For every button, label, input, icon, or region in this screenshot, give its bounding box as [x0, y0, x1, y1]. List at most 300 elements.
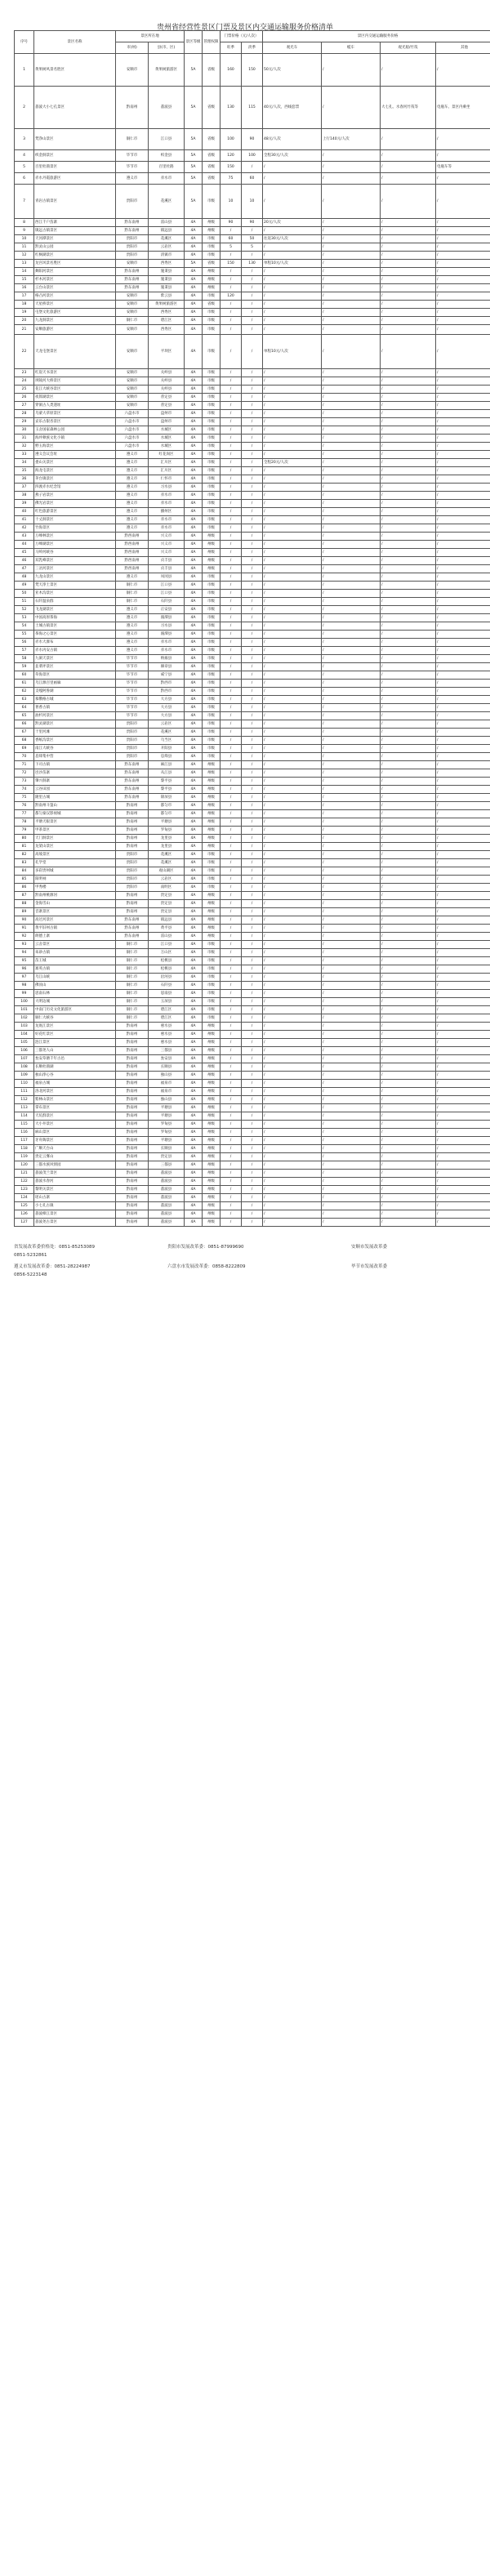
row-peak-price: / [220, 761, 242, 769]
row-peak-price: / [220, 1178, 242, 1186]
row-seq: 2 [15, 87, 34, 129]
row-city: 黔南州 [116, 835, 149, 843]
row-auth: 市级 [203, 598, 220, 606]
row-peak-price: / [220, 1031, 242, 1039]
row-seq: 94 [15, 949, 34, 957]
table-row [15, 402, 490, 410]
table-row [15, 533, 490, 541]
row-peak-price: / [220, 622, 242, 631]
row-sightseeing-price: / [263, 631, 322, 639]
row-name: 九龙山景区 [34, 573, 116, 582]
row-auth: 省级 [203, 301, 220, 309]
row-cable-price: / [322, 467, 381, 475]
row-sightseeing-price: / [263, 745, 322, 753]
row-seq: 20 [15, 317, 34, 325]
row-name: 寨英古镇 [34, 965, 116, 974]
row-off-price: / [242, 1129, 263, 1137]
row-peak-price: / [220, 794, 242, 802]
row-cable-price: / [322, 696, 381, 704]
row-grade: 4A [185, 933, 203, 941]
row-off-price: / [242, 377, 263, 386]
row-seq: 37 [15, 484, 34, 492]
row-auth: 市级 [203, 655, 220, 663]
row-boat-price: / [381, 965, 436, 974]
row-grade: 4A [185, 573, 203, 582]
header-pricing: 管理权限 [203, 31, 220, 54]
row-seq: 22 [15, 335, 34, 369]
row-off-price: / [242, 1121, 263, 1129]
table-row [15, 590, 490, 598]
row-grade: 4A [185, 745, 203, 753]
row-grade: 5A [185, 129, 203, 150]
row-auth: 州级 [203, 557, 220, 565]
row-peak-price: / [220, 508, 242, 516]
row-seq: 68 [15, 737, 34, 745]
row-auth: 州级 [203, 761, 220, 769]
row-sightseeing-price: / [263, 867, 322, 876]
row-city: 黔南州 [116, 1121, 149, 1129]
row-auth: 州级 [203, 1031, 220, 1039]
table-row [15, 1145, 490, 1153]
row-auth: 市级 [203, 941, 220, 949]
row-name: 百里杜鹃景区 [34, 162, 116, 173]
row-grade: 4A [185, 541, 203, 549]
row-grade: 4A [185, 631, 203, 639]
row-auth: 州级 [203, 1063, 220, 1072]
table-row [15, 786, 490, 794]
row-county: 赫章县 [149, 663, 185, 671]
row-name: 甲茶景区 [34, 827, 116, 835]
row-grade: 4A [185, 892, 203, 900]
row-other-price: / [436, 704, 490, 712]
row-county: 沿河县 [149, 974, 185, 982]
row-boat-price: / [381, 1014, 436, 1023]
row-name: 涟江景区 [34, 1039, 116, 1047]
table-row [15, 573, 490, 582]
row-off-price: / [242, 745, 263, 753]
row-name: 福泉古城 [34, 1080, 116, 1088]
row-other-price: / [436, 671, 490, 680]
row-other-price: / [436, 818, 490, 827]
row-off-price: / [242, 1088, 263, 1096]
row-cable-price: / [322, 243, 381, 252]
row-auth: 州级 [203, 1137, 220, 1145]
table-row [15, 325, 490, 335]
row-cable-price: / [322, 292, 381, 301]
row-county: 云岩区 [149, 243, 185, 252]
row-grade: 4A [185, 900, 203, 908]
row-boat-price: / [381, 243, 436, 252]
row-sightseeing-price: / [263, 451, 322, 459]
row-name: 多彩贵州城 [34, 867, 116, 876]
table-row [15, 54, 490, 87]
row-other-price: / [436, 1112, 490, 1121]
row-cable-price: / [322, 1121, 381, 1129]
row-off-price: / [242, 1202, 263, 1210]
row-off-price: / [242, 1014, 263, 1023]
row-name: 慕俄格古城 [34, 696, 116, 704]
row-name: 竹海景区 [34, 524, 116, 533]
row-off-price: / [242, 1137, 263, 1145]
row-city: 遵义市 [116, 451, 149, 459]
row-seq: 110 [15, 1080, 34, 1088]
row-other-price: / [436, 1137, 490, 1145]
row-other-price: / [436, 1014, 490, 1023]
row-grade: 4A [185, 301, 203, 309]
row-county: 百里杜鹃 [149, 162, 185, 173]
row-city: 贵阳市 [116, 252, 149, 260]
row-county: 万山区 [149, 949, 185, 957]
row-boat-price: 大七孔、水春河竹筏等 [381, 87, 436, 129]
row-cable-price: / [322, 925, 381, 933]
footer-contact: 0851-5232861 [14, 1253, 47, 1258]
row-name: 赤水大瀑布 [34, 639, 116, 647]
row-auth: 市级 [203, 867, 220, 876]
row-city: 黔东南州 [116, 925, 149, 933]
row-city: 遵义市 [116, 459, 149, 467]
row-seq: 117 [15, 1137, 34, 1145]
row-city: 黔南州 [116, 87, 149, 129]
row-off-price: / [242, 410, 263, 418]
row-seq: 111 [15, 1088, 34, 1096]
row-auth: 市级 [203, 957, 220, 965]
row-peak-price: / [220, 459, 242, 467]
row-peak-price: 130 [220, 87, 242, 129]
row-other-price: / [436, 219, 490, 227]
row-city: 遵义市 [116, 614, 149, 622]
row-sightseeing-price: / [263, 252, 322, 260]
row-grade: 4A [185, 1014, 203, 1023]
row-boat-price: / [381, 235, 436, 243]
row-sightseeing-price: / [263, 908, 322, 916]
table-row [15, 802, 490, 810]
row-sightseeing-price: / [263, 671, 322, 680]
table-row [15, 1170, 490, 1178]
row-other-price: / [436, 129, 490, 150]
row-grade: 4A [185, 957, 203, 965]
row-off-price: / [242, 647, 263, 655]
row-auth: 市级 [203, 647, 220, 655]
row-other-price: / [436, 729, 490, 737]
row-cable-price: / [322, 631, 381, 639]
row-name: 甲秀楼 [34, 884, 116, 892]
row-auth: 省级 [203, 87, 220, 129]
row-peak-price: / [220, 1039, 242, 1047]
row-name: 麻山景区 [34, 1129, 116, 1137]
row-name: 天星桥景区 [34, 301, 116, 309]
row-boat-price: / [381, 974, 436, 982]
row-other-price: / [436, 680, 490, 688]
row-cable-price: / [322, 712, 381, 720]
row-name: 梵天净土景区 [34, 582, 116, 590]
row-other-price: / [436, 1219, 490, 1227]
row-auth: 市级 [203, 712, 220, 720]
row-sightseeing-price: / [263, 1104, 322, 1112]
row-county: 江口县 [149, 941, 185, 949]
row-off-price: / [242, 1055, 263, 1063]
row-county: 荔波县 [149, 1170, 185, 1178]
row-seq: 33 [15, 451, 34, 459]
row-name: 广顺天台山 [34, 1145, 116, 1153]
row-other-price: / [436, 647, 490, 655]
table-row [15, 549, 490, 557]
row-auth: 州级 [203, 1072, 220, 1080]
row-boat-price: / [381, 451, 436, 459]
row-other-price: / [436, 492, 490, 500]
row-off-price: / [242, 565, 263, 573]
row-cable-price: / [322, 484, 381, 492]
row-seq: 69 [15, 745, 34, 753]
row-sightseeing-price: 全程30元/人次 [263, 150, 322, 162]
row-cable-price: / [322, 704, 381, 712]
row-boat-price: / [381, 1137, 436, 1145]
row-boat-price: / [381, 524, 436, 533]
row-cable-price: / [322, 663, 381, 671]
row-other-price: / [436, 435, 490, 443]
row-sightseeing-price: / [263, 500, 322, 508]
row-peak-price: / [220, 435, 242, 443]
row-grade: 4A [185, 394, 203, 402]
row-peak-price: / [220, 876, 242, 884]
row-name: 三都水族风情园 [34, 1161, 116, 1170]
row-other-price: / [436, 908, 490, 916]
row-cable-price: / [322, 377, 381, 386]
row-cable-price: / [322, 185, 381, 219]
table-row [15, 1112, 490, 1121]
row-name: 荔波大小七孔景区 [34, 87, 116, 129]
row-boat-price: / [381, 1170, 436, 1178]
row-other-price: / [436, 243, 490, 252]
row-other-price: / [436, 1055, 490, 1063]
table-row [15, 1194, 490, 1202]
row-grade: 4A [185, 369, 203, 377]
row-peak-price: / [220, 418, 242, 426]
row-off-price: / [242, 533, 263, 541]
row-county: 播州区 [149, 508, 185, 516]
row-cable-price: / [322, 974, 381, 982]
row-cable-price: / [322, 541, 381, 549]
row-sightseeing-price: / [263, 1096, 322, 1104]
row-grade: 4A [185, 598, 203, 606]
row-cable-price: / [322, 173, 381, 185]
row-sightseeing-price: 20元/人次 [263, 219, 322, 227]
row-boat-price: / [381, 745, 436, 753]
row-cable-price: / [322, 533, 381, 541]
row-county: 三都县 [149, 1161, 185, 1170]
row-peak-price: / [220, 451, 242, 459]
row-name: 万峰林景区 [34, 533, 116, 541]
row-other-price: / [436, 394, 490, 402]
row-grade: 4A [185, 761, 203, 769]
row-peak-price: / [220, 998, 242, 1006]
row-name: 屯堡文化旅游区 [34, 309, 116, 317]
row-boat-price: / [381, 325, 436, 335]
row-boat-price: / [381, 1219, 436, 1227]
row-cable-price: / [322, 802, 381, 810]
row-seq: 90 [15, 916, 34, 925]
row-seq: 83 [15, 859, 34, 867]
row-grade: 4A [185, 614, 203, 622]
row-cable-price: / [322, 851, 381, 859]
row-cable-price: / [322, 753, 381, 761]
row-auth: 市级 [203, 998, 220, 1006]
row-grade: 4A [185, 794, 203, 802]
row-boat-price: / [381, 565, 436, 573]
row-city: 遵义市 [116, 622, 149, 631]
row-cable-price: / [322, 87, 381, 129]
row-peak-price: / [220, 565, 242, 573]
row-seq: 44 [15, 541, 34, 549]
row-peak-price: / [220, 810, 242, 818]
row-cable-price: / [322, 1039, 381, 1047]
row-grade: 4A [185, 500, 203, 508]
table-row [15, 1210, 490, 1219]
row-other-price: / [436, 1194, 490, 1202]
row-other-price: / [436, 982, 490, 990]
row-cable-price: / [322, 394, 381, 402]
row-city: 遵义市 [116, 500, 149, 508]
row-name: 岜沙苗寨 [34, 769, 116, 778]
row-off-price: / [242, 1080, 263, 1088]
row-county: 贵定县 [149, 892, 185, 900]
row-sightseeing-price: / [263, 410, 322, 418]
row-auth: 市级 [203, 516, 220, 524]
row-auth: 州级 [203, 1047, 220, 1055]
row-auth: 省级 [203, 129, 220, 150]
table-row [15, 761, 490, 769]
row-county: 碧江区 [149, 317, 185, 325]
row-city: 黔南州 [116, 1170, 149, 1178]
row-sightseeing-price: / [263, 573, 322, 582]
row-other-price: / [436, 451, 490, 459]
row-city: 铜仁市 [116, 582, 149, 590]
row-grade: 4A [185, 704, 203, 712]
row-county: 龙里县 [149, 843, 185, 851]
row-seq: 6 [15, 173, 34, 185]
row-auth: 市级 [203, 696, 220, 704]
row-off-price: / [242, 769, 263, 778]
row-cable-price: / [322, 818, 381, 827]
row-city: 安顺市 [116, 377, 149, 386]
row-city: 遵义市 [116, 508, 149, 516]
row-name: 青岩古镇景区 [34, 185, 116, 219]
row-seq: 86 [15, 884, 34, 892]
row-peak-price: / [220, 252, 242, 260]
row-name: 三岔河景区 [34, 565, 116, 573]
row-off-price: / [242, 720, 263, 729]
row-county: 云岩区 [149, 720, 185, 729]
row-city: 铜仁市 [116, 957, 149, 965]
row-city: 黔南州 [116, 1219, 149, 1227]
row-cable-price: / [322, 778, 381, 786]
row-seq: 96 [15, 965, 34, 974]
row-auth: 市级 [203, 680, 220, 688]
row-sightseeing-price: / [263, 1014, 322, 1023]
row-off-price: / [242, 1145, 263, 1153]
row-seq: 102 [15, 1014, 34, 1023]
row-sightseeing-price: / [263, 227, 322, 235]
row-sightseeing-price: 单程10元/人次 [263, 260, 322, 268]
row-county: 赤水市 [149, 492, 185, 500]
row-other-price: / [436, 1096, 490, 1104]
row-sightseeing-price: / [263, 892, 322, 900]
row-off-price: / [242, 1031, 263, 1039]
row-city: 铜仁市 [116, 1006, 149, 1014]
row-boat-price: / [381, 1121, 436, 1129]
row-seq: 17 [15, 292, 34, 301]
row-auth: 省级 [203, 260, 220, 268]
row-county: 兴义市 [149, 533, 185, 541]
row-peak-price: 150 [220, 260, 242, 268]
row-off-price: / [242, 688, 263, 696]
table-row [15, 753, 490, 761]
row-peak-price: / [220, 925, 242, 933]
row-other-price: / [436, 1153, 490, 1161]
row-boat-price: / [381, 173, 436, 185]
row-auth: 省级 [203, 173, 220, 185]
row-cable-price: / [322, 794, 381, 802]
row-peak-price: 150 [220, 162, 242, 173]
row-peak-price: / [220, 712, 242, 720]
row-peak-price: / [220, 500, 242, 508]
row-peak-price: / [220, 394, 242, 402]
row-cable-price: / [322, 492, 381, 500]
row-name: 茶海之心景区 [34, 631, 116, 639]
row-county: 黄果树旅游区 [149, 301, 185, 309]
table-row [15, 227, 490, 235]
row-name: 中南门历史文化旅游区 [34, 1006, 116, 1014]
row-auth: 市级 [203, 1006, 220, 1014]
row-boat-price: / [381, 459, 436, 467]
row-county: 习水县 [149, 622, 185, 631]
row-boat-price: / [381, 769, 436, 778]
row-cable-price: / [322, 386, 381, 394]
row-name: 红色旅游景区 [34, 508, 116, 516]
row-off-price: / [242, 426, 263, 435]
row-city: 贵阳市 [116, 737, 149, 745]
row-grade: 5A [185, 185, 203, 219]
row-auth: 州级 [203, 284, 220, 292]
row-sightseeing-price: 全程20元/人次 [263, 459, 322, 467]
row-grade: 4A [185, 998, 203, 1006]
row-boat-price: / [381, 443, 436, 451]
row-sightseeing-price: / [263, 402, 322, 410]
row-city: 黔东南州 [116, 933, 149, 941]
row-sightseeing-price: / [263, 541, 322, 549]
row-city: 贵阳市 [116, 859, 149, 867]
row-city: 黔南州 [116, 1063, 149, 1072]
row-city: 黔南州 [116, 892, 149, 900]
row-grade: 4A [185, 410, 203, 418]
row-sightseeing-price: / [263, 1072, 322, 1080]
row-grade: 5A [185, 260, 203, 268]
row-auth: 州级 [203, 827, 220, 835]
row-seq: 48 [15, 573, 34, 582]
row-county: 兴义市 [149, 549, 185, 557]
row-grade: 4A [185, 1202, 203, 1210]
row-cable-price: / [322, 647, 381, 655]
row-peak-price: / [220, 737, 242, 745]
row-other-price: / [436, 573, 490, 582]
row-county: 福泉市 [149, 1088, 185, 1096]
row-county: 赤水市 [149, 639, 185, 647]
row-city: 黔东南州 [116, 219, 149, 227]
row-name: 天河潭景区 [34, 235, 116, 243]
row-name: 亚木沟景区 [34, 590, 116, 598]
row-seq: 82 [15, 851, 34, 859]
row-seq: 11 [15, 243, 34, 252]
row-seq: 51 [15, 598, 34, 606]
